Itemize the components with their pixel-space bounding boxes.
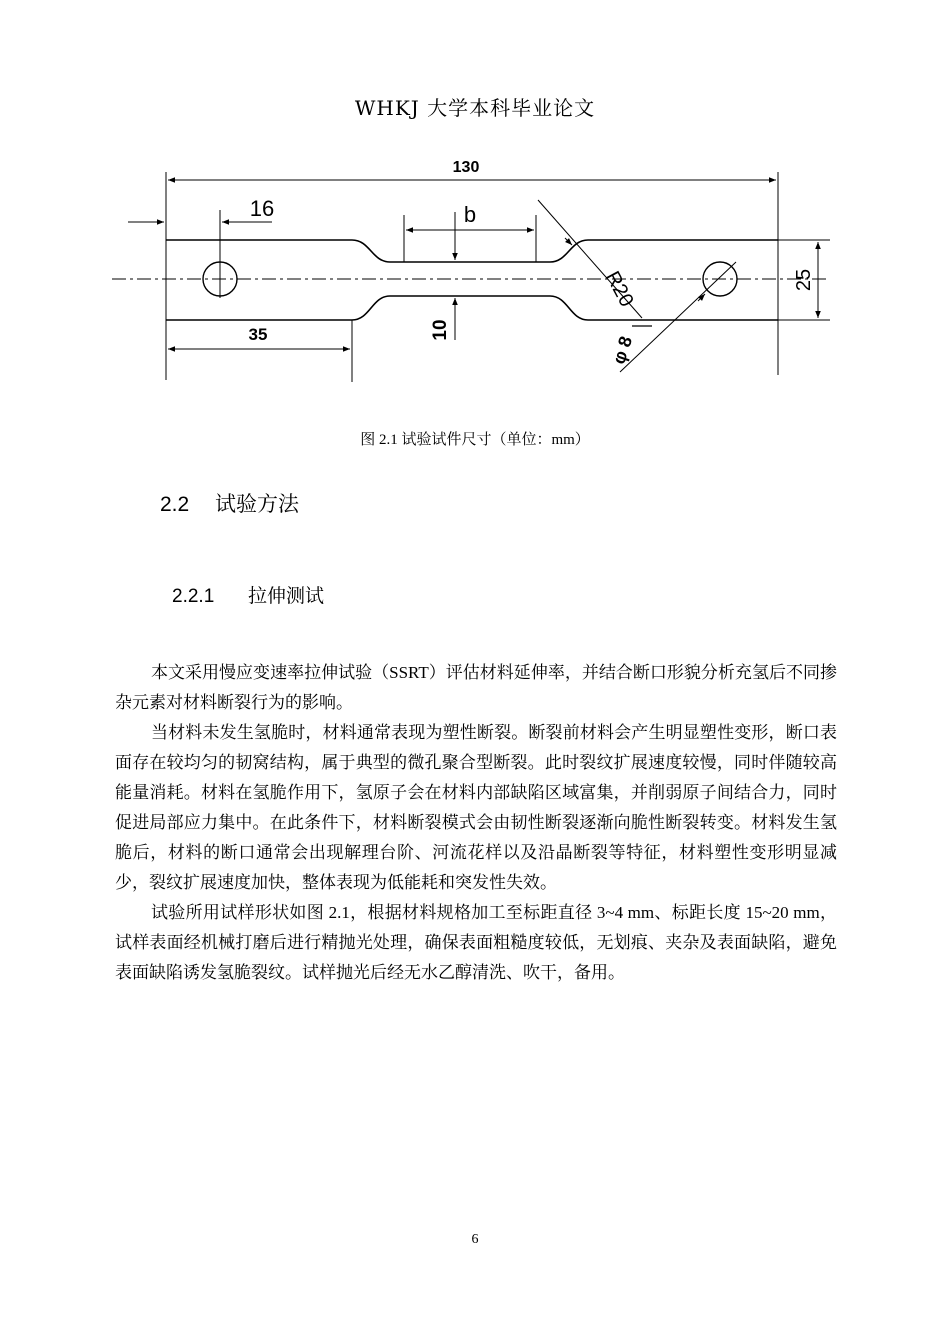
dim-radius-label: R20 — [600, 267, 638, 311]
dim-neck-label: 10 — [430, 319, 451, 341]
dim-end-length-label: 35 — [248, 325, 268, 344]
page-header: WHKJ 大学本科毕业论文 — [354, 96, 596, 120]
dim-overall-label: 130 — [452, 159, 480, 176]
section-title: 试验方法 — [215, 493, 299, 516]
subsection-heading — [172, 581, 324, 608]
subsection-title: 拉伸测试 — [248, 586, 325, 607]
paragraph: 当材料未发生氢脆时，材料通常表现为塑性断裂。断裂前材料会产生明显塑性变形，断口表面存在较均匀的韧窝结构，属于典型的微孔聚合型断裂。此时裂纹扩展速度较慢，同时伴随较高能量消耗。材料在氢脆作用下，氢原子会在材料内部缺陷区域富集，并削弱原子间结合力，同时促进局部应力集中。在此条件下，材料断裂模式会由韧性断裂逐渐向脆性断裂转变。材料发生氢脆后，材料的断口通常会出现解理台阶、河流花样以及沿晶断裂等特征，材料塑性变形明显减少，裂纹扩展速度加快，整体表现为低能耗和突发性失效。 — [115, 723, 837, 892]
section-heading — [160, 488, 299, 518]
page-number: 6 — [471, 1232, 479, 1247]
dim-height-label: 25 — [793, 268, 815, 292]
subsection-number: 2.2.1 — [172, 586, 215, 607]
dim-gauge-label: b — [463, 202, 477, 227]
specimen-drawing — [100, 145, 840, 395]
body-text — [115, 658, 837, 988]
dim-hole-dia-label: φ 8 — [608, 333, 637, 367]
paragraph: 试验所用试样形状如图 2.1，根据材料规格加工至标距直径 3~4 mm、标距长度 15~20 mm，试样表面经机械打磨后进行精抛光处理，确保表面粗糙度较低，无划痕、夹杂及表面缺陷，避免表面缺陷诱发氢脆裂纹。试样抛光后经无水乙醇清洗、吹干，备用。 — [115, 903, 837, 982]
dim-hole-offset-label: 16 — [249, 196, 275, 221]
specimen-outline — [166, 240, 778, 320]
paragraph: 本文采用慢应变速率拉伸试验（SSRT）评估材料延伸率，并结合断口形貌分析充氢后不同掺杂元素对材料断裂行为的影响。 — [115, 663, 837, 712]
section-number: 2.2 — [160, 493, 190, 516]
figure-caption: 图 2.1 试验试件尺寸（单位：mm） — [360, 432, 590, 448]
